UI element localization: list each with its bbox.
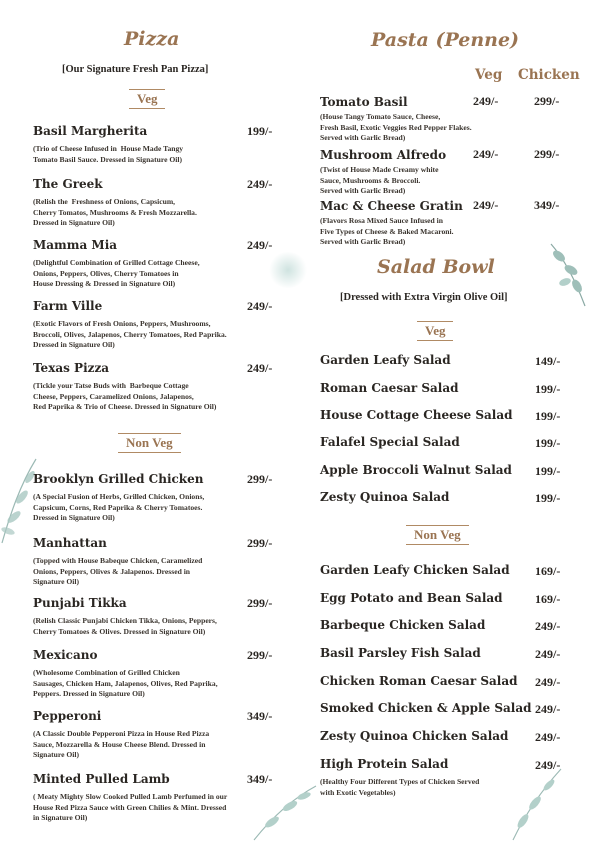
menu-item-price: 249/- <box>535 675 561 689</box>
salad-subtitle: [Dressed with Extra Virgin Olive Oil] <box>340 292 508 303</box>
menu-item-name: Texas Pizza <box>33 361 110 375</box>
menu-item-description: (Topped with House Babeque Chicken, Caramelized Onions, Peppers, Olives & Jalapenos. Dressed in Signature Oil) <box>33 556 203 586</box>
menu-item-name: Mexicano <box>33 648 98 662</box>
menu-item-price: 299/- <box>247 596 273 610</box>
menu-item-price: 249/- <box>247 361 273 375</box>
pizza-title: Pizza <box>124 28 180 50</box>
menu-item-price: 199/- <box>535 382 561 396</box>
menu-item-price: 199/- <box>535 491 561 505</box>
menu-item-name: Basil Margherita <box>33 124 148 138</box>
menu-item-description: (Tickle your Tatse Buds with Barbeque Cottage Cheese, Peppers, Caramelized Onions, Jalapenos, Red Paprika & Trio of Cheese. Dressed in Signature Oil) <box>33 381 217 411</box>
menu-item-price: 299/- <box>247 472 273 486</box>
menu-item-price: 169/- <box>535 564 561 578</box>
menu-item-description: (House Tangy Tomato Sauce, Cheese, Fresh Basil, Exotic Veggies Red Pepper Flakes. Served with Garlic Bread) <box>320 112 472 142</box>
menu-item-price: 199/- <box>535 464 561 478</box>
menu-item-price: 249/- <box>535 647 561 661</box>
menu-item-name: Apple Broccoli Walnut Salad <box>320 463 512 477</box>
menu-item-name: Punjabi Tikka <box>33 596 127 610</box>
menu-item-name: Mamma Mia <box>33 238 118 252</box>
menu-item-name: Manhattan <box>33 536 107 550</box>
leaf-decoration-icon <box>545 240 595 310</box>
menu-item-name: Brooklyn Grilled Chicken <box>33 472 204 486</box>
salad-veg-label: Veg <box>417 321 453 341</box>
menu-item-name: Minted Pulled Lamb <box>33 772 170 786</box>
menu-item-description: (Delightful Combination of Grilled Cottage Cheese, Onions, Peppers, Olives, Cherry Tomatoes in House Dressing & Dressed in Signature Oil) <box>33 258 200 288</box>
menu-item-price: 299/- <box>247 648 273 662</box>
menu-item-name: Pepperoni <box>33 709 102 723</box>
menu-item-price-veg: 249/- <box>473 198 499 212</box>
watercolor-splash <box>268 252 308 288</box>
menu-item-price: 249/- <box>247 299 273 313</box>
menu-item-name: Egg Potato and Bean Salad <box>320 591 503 605</box>
menu-item-name: Chicken Roman Caesar Salad <box>320 674 518 688</box>
pasta-title: Pasta (Penne) <box>371 29 520 51</box>
menu-item-price: 249/- <box>535 619 561 633</box>
menu-item-name: Mushroom Alfredo <box>320 148 447 162</box>
menu-item-name: Garden Leafy Chicken Salad <box>320 563 510 577</box>
pizza-subtitle: [Our Signature Fresh Pan Pizza] <box>62 64 209 75</box>
menu-item-price: 349/- <box>247 709 273 723</box>
menu-item-name: Basil Parsley Fish Salad <box>320 646 481 660</box>
menu-item-name: Zesty Quinoa Chicken Salad <box>320 729 509 743</box>
menu-item-price: 249/- <box>247 238 273 252</box>
menu-item-price: 149/- <box>535 354 561 368</box>
menu-item-price: 169/- <box>535 592 561 606</box>
menu-item-name: Smoked Chicken & Apple Salad <box>320 701 532 715</box>
menu-item-price-chicken: 349/- <box>534 198 560 212</box>
menu-item-name: Roman Caesar Salad <box>320 381 459 395</box>
menu-item-price-chicken: 299/- <box>534 94 560 108</box>
menu-item-name: The Greek <box>33 177 103 191</box>
menu-item-description: (Trio of Cheese Infused in House Made Tangy Tomato Basil Sauce. Dressed in Signature Oil) <box>33 144 184 164</box>
menu-item-price: 199/- <box>535 409 561 423</box>
menu-item-name: High Protein Salad <box>320 757 449 771</box>
menu-item-price: 249/- <box>535 702 561 716</box>
menu-item-description: (Relish Classic Punjabi Chicken Tikka, Onions, Peppers, Cherry Tomatoes & Olives. Dressed in Signature Oil) <box>33 616 217 636</box>
menu-item-price: 199/- <box>535 436 561 450</box>
menu-item-description: (Flavors Rosa Mixed Sauce Infused in Five Types of Cheese & Baked Macaroni. Served with Garlic Bread) <box>320 216 454 246</box>
menu-item-description: (Healthy Four Different Types of Chicken Served with Exotic Vegetables) <box>320 777 480 797</box>
menu-item-name: Barbeque Chicken Salad <box>320 618 486 632</box>
salad-nonveg-label: Non Veg <box>406 525 469 545</box>
salad-title: Salad Bowl <box>377 256 495 278</box>
menu-item-description: (Relish the Freshness of Onions, Capsicum, Cherry Tomatos, Mushrooms & Fresh Mozzarella. Dressed in Signature Oil) <box>33 197 197 227</box>
menu-item-price: 349/- <box>247 772 273 786</box>
menu-item-name: Garden Leafy Salad <box>320 353 451 367</box>
menu-item-description: (Twist of House Made Creamy white Sauce, Mushrooms & Broccoli. Served with Garlic Bread) <box>320 165 439 195</box>
menu-item-price: 249/- <box>535 758 561 772</box>
pizza-veg-label: Veg <box>129 89 165 109</box>
pasta-col-veg: Veg <box>475 67 503 83</box>
menu-item-price-veg: 249/- <box>473 94 499 108</box>
menu-item-description: (A Special Fusion of Herbs, Grilled Chicken, Onions, Capsicum, Corns, Red Paprika & Cherry Tomatoes. Dressed in Signature Oil) <box>33 492 205 522</box>
menu-item-description: (A Classic Double Pepperoni Pizza in House Red Pizza Sauce, Mozzarella & House Cheese Blend. Dressed in Signature Oil) <box>33 729 210 759</box>
menu-item-price: 199/- <box>247 124 273 138</box>
menu-item-description: (Exotic Flavors of Fresh Onions, Peppers, Mushrooms, Broccoli, Olives, Jalapenos, Cherry Tomatoes, Red Paprika. Dressed in Signature Oil) <box>33 319 227 349</box>
menu-item-name: Zesty Quinoa Salad <box>320 490 450 504</box>
menu-item-name: House Cottage Cheese Salad <box>320 408 513 422</box>
menu-item-name: Mac & Cheese Gratin <box>320 199 463 213</box>
pizza-nonveg-label: Non Veg <box>118 433 181 453</box>
menu-item-description: (Wholesome Combination of Grilled Chicken Sausages, Chicken Ham, Jalapenos, Olives, Red Paprika, Peppers. Dressed in Signature Oil) <box>33 668 218 698</box>
menu-item-name: Tomato Basil <box>320 95 408 109</box>
leaf-decoration-icon <box>505 765 565 842</box>
pasta-col-chicken: Chicken <box>518 67 580 83</box>
menu-item-description: ( Meaty Mighty Slow Cooked Pulled Lamb Perfumed in our House Red Pizza Sauce with Green Chilies & Mint. Dressed in Signature Oil) <box>33 792 228 822</box>
menu-item-price: 299/- <box>247 536 273 550</box>
menu-item-price: 249/- <box>247 177 273 191</box>
menu-item-name: Falafel Special Salad <box>320 435 460 449</box>
menu-item-name: Farm Ville <box>33 299 103 313</box>
menu-item-price-chicken: 299/- <box>534 147 560 161</box>
menu-item-price-veg: 249/- <box>473 147 499 161</box>
menu-item-price: 249/- <box>535 730 561 744</box>
